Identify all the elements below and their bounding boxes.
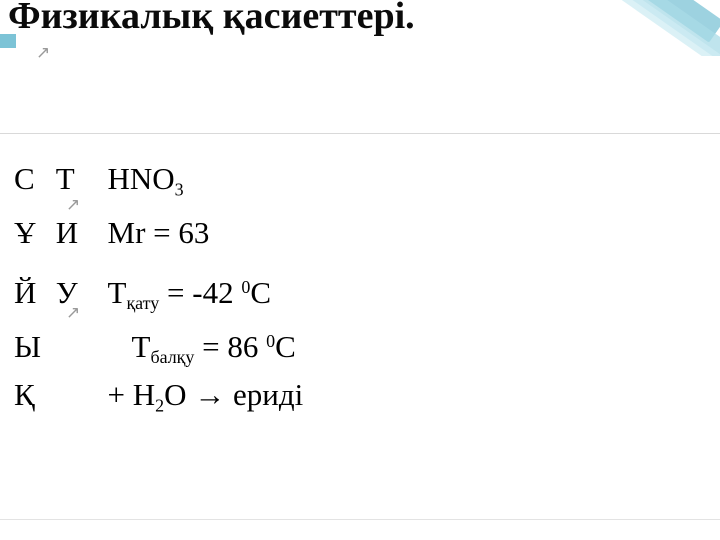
- degree-symbol: 0: [266, 331, 276, 351]
- content-line: [14, 260, 714, 314]
- celsius-unit: С: [275, 328, 296, 364]
- acrostic-letter: Й: [14, 274, 37, 310]
- page-title: Физикалық қасиеттері.: [8, 0, 415, 37]
- degree-symbol: 0: [241, 277, 251, 297]
- arrow-mark-icon: ↗: [66, 195, 81, 214]
- solubility-result: ериді: [233, 377, 304, 412]
- arrow-mark-icon: ↗: [36, 43, 51, 62]
- water-subscript: 2: [155, 395, 165, 416]
- boiling-point-value: = 86: [194, 328, 267, 364]
- boiling-point-subscript: балқу: [150, 347, 195, 368]
- boiling-point-symbol: Т: [131, 328, 151, 364]
- freezing-point-symbol: Т: [107, 274, 127, 310]
- content-line: [14, 152, 714, 206]
- content-body: [14, 152, 714, 422]
- acrostic-letter-second: И: [55, 215, 79, 250]
- bottom-divider: [0, 519, 720, 520]
- formula-hno3-base: HNO: [107, 161, 175, 196]
- title-divider: [0, 133, 720, 134]
- acrostic-letter: С: [14, 161, 35, 196]
- water-reaction-prefix: + H: [107, 377, 156, 412]
- content-line: [14, 368, 714, 422]
- acrostic-letter-second: У: [55, 274, 78, 310]
- content-line: [14, 206, 714, 260]
- acrostic-letter: Ұ: [14, 215, 37, 250]
- acrostic-letter: Қ: [14, 377, 35, 412]
- arrow-mark-icon: ↗: [66, 303, 81, 322]
- freezing-point-subscript: қату: [126, 293, 160, 314]
- freezing-point-value: = -42: [159, 274, 242, 310]
- celsius-unit: С: [250, 274, 272, 310]
- acrostic-letter: Ы: [14, 328, 42, 364]
- molar-mass-value: Mr = 63: [107, 215, 210, 250]
- content-line: [14, 314, 714, 368]
- formula-hno3-subscript: 3: [174, 179, 184, 200]
- acrostic-letter-second: Т: [55, 161, 75, 196]
- water-reaction-mid: O →: [164, 377, 233, 412]
